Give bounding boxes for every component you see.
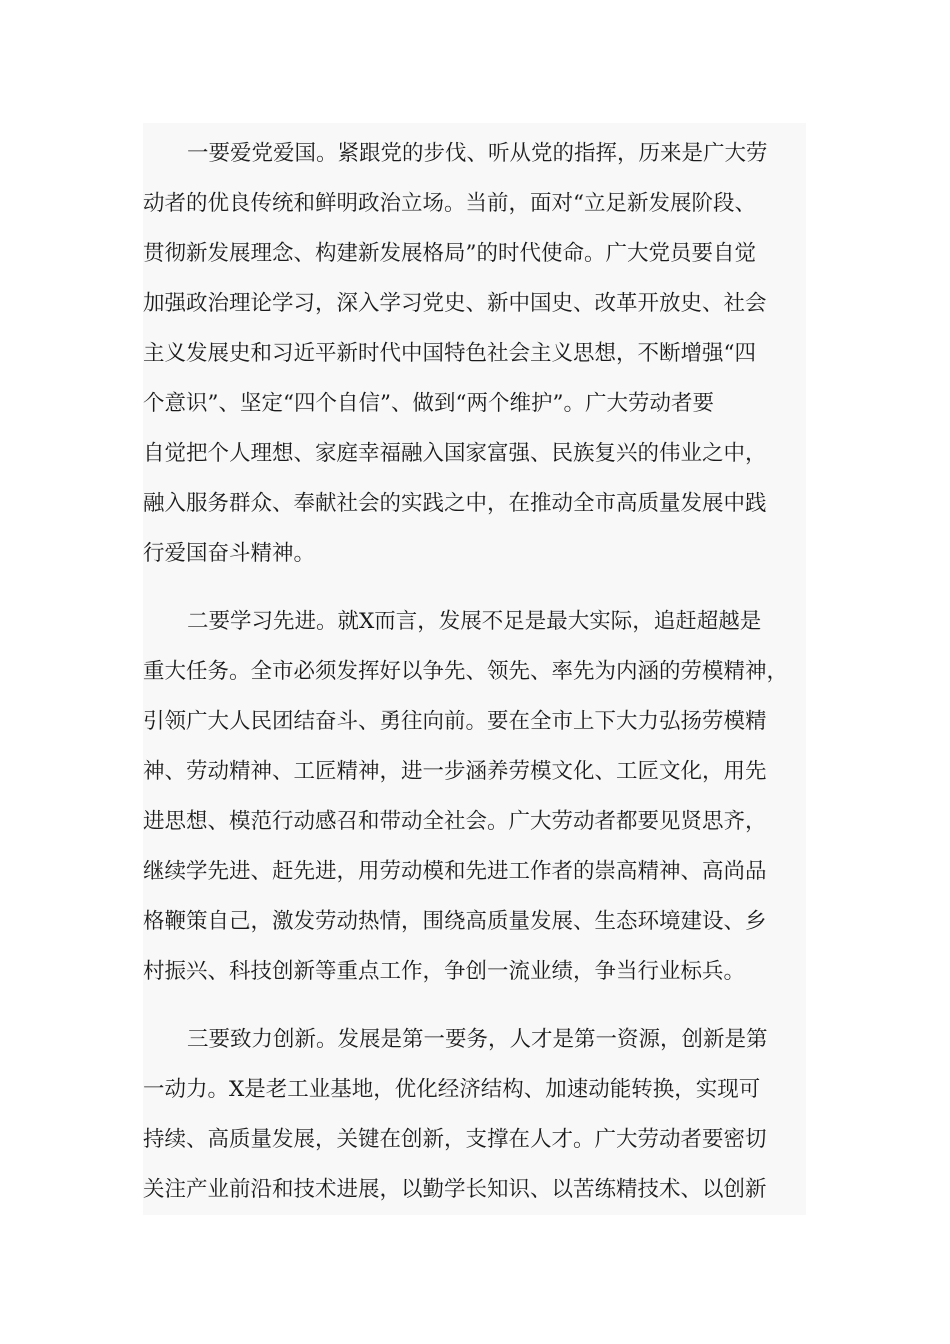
paragraph-2-line-1: 二要学习先进。就X而言，发展不足是最大实际，追赶超越是 [187, 609, 762, 634]
paragraph-1-line-1: 一要爱党爱国。紧跟党的步伐、听从党的指挥，历来是广大劳 [187, 141, 768, 166]
paragraph-2-line-8: 村振兴、科技创新等重点工作，争创一流业绩，争当行业标兵。 [143, 959, 746, 984]
paragraph-1-line-4: 加强政治理论学习，深入学习党史、新中国史、改革开放史、社会 [143, 291, 767, 316]
paragraph-1-line-3: 贯彻新发展理念、构建新发展格局”的时代使命。广大党员要自觉 [143, 241, 756, 266]
paragraph-1-line-5: 主义发展史和习近平新时代中国特色社会主义思想，不断增强“四 [143, 341, 756, 366]
paragraph-3-line-2: 一动力。X是老工业基地，优化经济结构、加速动能转换，实现可 [143, 1077, 761, 1102]
paragraph-1-line-2: 动者的优良传统和鲜明政治立场。当前，面对“立足新发展阶段、 [143, 191, 756, 216]
paragraph-3-line-4: 关注产业前沿和技术进展，以勤学长知识、以苦练精技术、以创新 [143, 1177, 767, 1202]
paragraph-1-line-6: 个意识”、坚定“四个自信”、做到“两个维护”。广大劳动者要 [143, 391, 714, 416]
paragraph-2-line-3: 引领广大人民团结奋斗、勇往向前。要在全市上下大力弘扬劳模精 [143, 709, 767, 734]
paragraph-2-line-6: 继续学先进、赶先进，用劳动模和先进工作者的崇高精神、高尚品 [143, 859, 767, 884]
paragraph-2-line-4: 神、劳动精神、工匠精神，进一步涵养劳模文化、工匠文化，用先 [143, 759, 767, 784]
paragraph-1-line-9: 行爱国奋斗精神。 [143, 541, 316, 566]
paragraph-3-line-1: 三要致力创新。发展是第一要务，人才是第一资源，创新是第 [187, 1027, 768, 1052]
paragraph-2-line-2: 重大任务。全市必须发挥好以争先、领先、率先为内涵的劳模精神， [143, 659, 789, 684]
paragraph-2-line-7: 格鞭策自己，激发劳动热情，围绕高质量发展、生态环境建设、乡 [143, 909, 767, 934]
document-body [143, 123, 806, 1215]
paragraph-2-line-5: 进思想、模范行动感召和带动全社会。广大劳动者都要见贤思齐， [143, 809, 767, 834]
paragraph-1-line-7: 自觉把个人理想、家庭幸福融入国家富强、民族复兴的伟业之中， [143, 441, 767, 466]
paragraph-1-line-8: 融入服务群众、奉献社会的实践之中，在推动全市高质量发展中践 [143, 491, 767, 516]
paragraph-3-line-3: 持续、高质量发展，关键在创新，支撑在人才。广大劳动者要密切 [143, 1127, 767, 1152]
